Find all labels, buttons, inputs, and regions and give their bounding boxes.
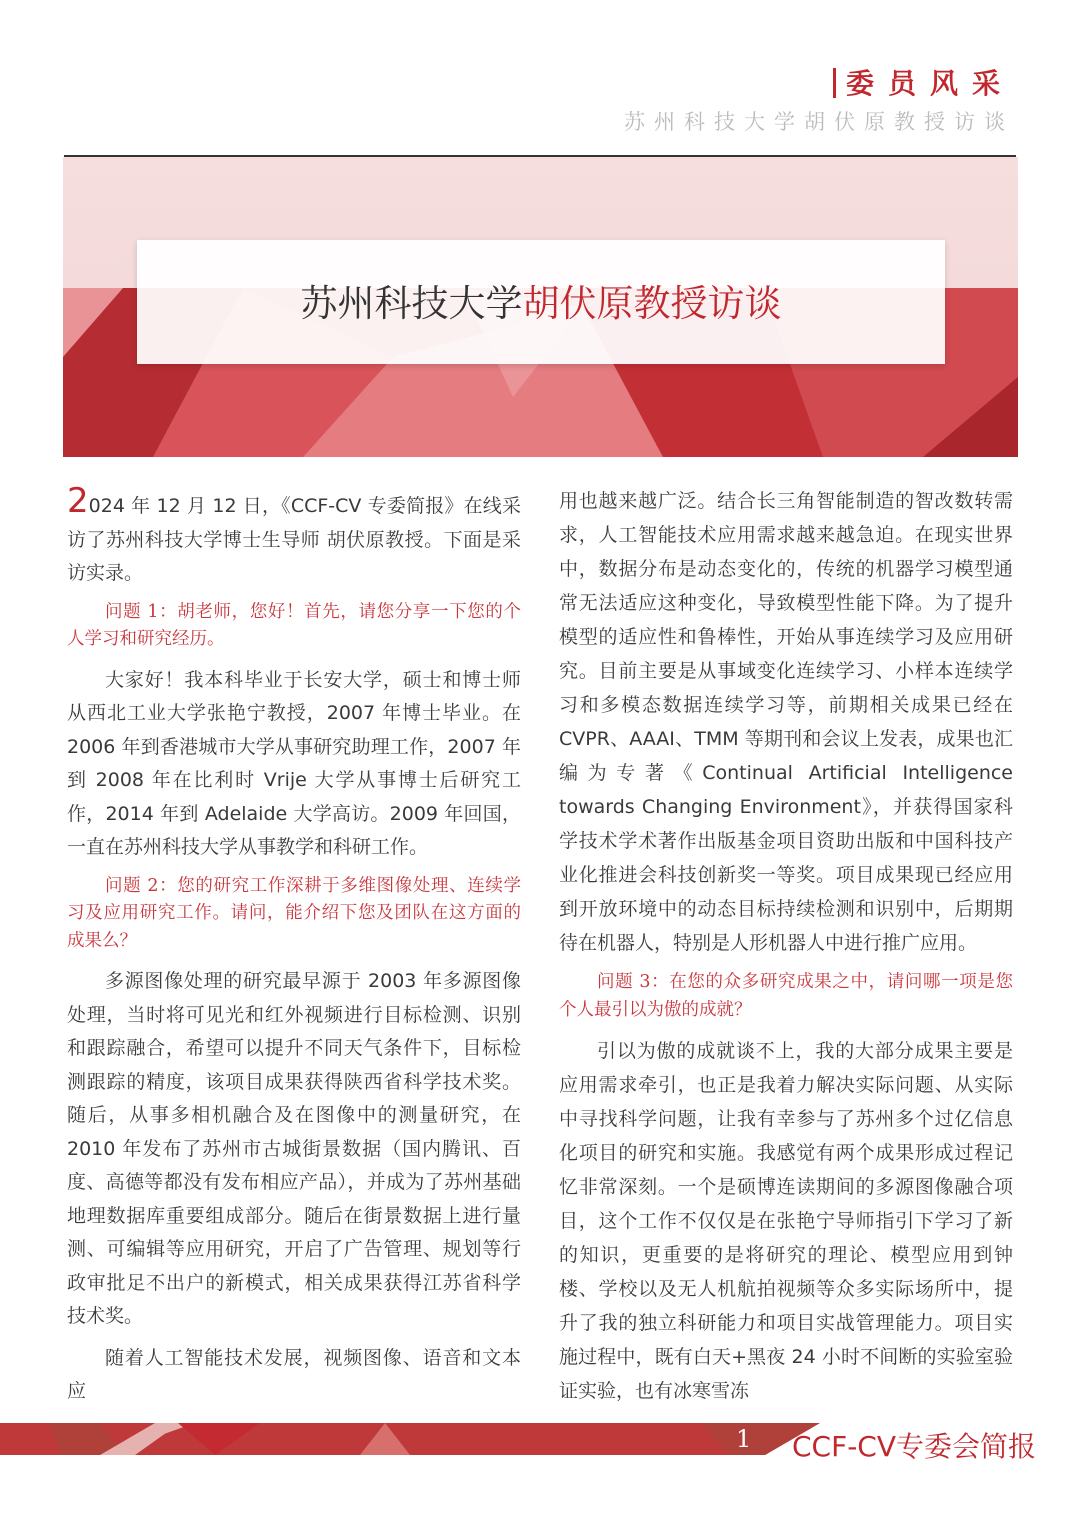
answer-2-end: 用也越来越广泛。结合长三角智能制造的智改数转需求，人工智能技术应用需求越来越急迫。在现实世界中，数据分布是动态变化的，传统的机器学习模型通常无法适应这种变化，导致模型性能下降。为了提升模型的适应性和鲁棒性，开始从事连续学习及应用研究。目前主要是从事域变化连续学习、小样本连续学习和多模态数据连续学习等，前期相关成果已经在 CVPR、AAAI、TMM 等期刊和会议上发表，成果也汇编为专著《Continual Artificial Intelligence towards Changing Environment》，并获得国家科学技术学术著作出版基金项目资助出版和中国科技产业化推进会科技创新奖一等奖。项目成果现已经应用到开放环境中的动态目标持续检测和识别中，后期期待在机器人，特别是人形机器人中进行推广应用。: [559, 490, 1013, 954]
answer-2: 多源图像处理的研究最早源于 2003 年多源图像处理，当时将可见光和红外视频进行目标检测、识别和跟踪融合，希望可以提升不同天气条件下，目标检测跟踪的精度，该项目成果获得陕西省科学技术奖。随后，从事多相机融合及在图像中的测量研究，在 2010 年发布了苏州市古城街景数据（国内腾讯、百度、高德等都没有发布相应产品），并成为了苏州基础地理数据库重要组成部分。随后在街景数据上进行量测、可编辑等应用研究，开启了广告管理、规划等行政审批足不出户的新模式，相关成果获得江苏省科学技术奖。: [67, 970, 521, 1328]
question-2: 问题 2：您的研究工作深耕于多维图像处理、连续学习及应用研究工作。请问，能介绍下您及团队在这方面的成果么？: [67, 875, 521, 951]
intro-paragraph: 2024 年 12 月 12 日，《CCF-CV 专委简报》在线采访了苏州科技大学博士生导师 胡伏原教授。下面是采访实录。: [67, 481, 521, 584]
question-3: 问题 3：在您的众多研究成果之中，请问哪一项是您个人最引以为傲的成就？: [559, 972, 1013, 1020]
page-number: 1: [736, 1425, 752, 1453]
answer-2-continued: 随着人工智能技术发展，视频图像、语音和文本应: [67, 1346, 521, 1403]
right-column: [559, 484, 1013, 1408]
banner-title: 苏州科技大学胡伏原教授访谈: [137, 240, 945, 364]
section-subtitle: 苏州科技大学胡伏原教授访谈: [624, 110, 1014, 134]
answer-3: 引以为傲的成就谈不上，我的大部分成果主要是应用需求牵引，也正是我着力解决实际问题、从实际中寻找科学问题，让我有幸参与了苏州多个过亿信息化项目的研究和实施。我感觉有两个成果形成过程记忆非常深刻。一个是硕博连读期间的多源图像融合项目，这个工作不仅仅是在张艳宁导师指引下学习了新的知识，更重要的是将研究的理论、模型应用到钟楼、学校以及无人机航拍视频等众多实际场所中，提升了我的独立科研能力和项目实战管理能力。项目实施过程中，既有白天+黑夜 24 小时不间断的实验室验证实验，也有冰寒雪冻: [559, 1040, 1013, 1402]
section-title: 委员风采: [833, 62, 1014, 102]
accent-bar: [833, 68, 836, 98]
answer-1: 大家好！我本科毕业于长安大学，硕士和博士师从西北工业大学张艳宁教授，2007 年博士毕业。在 2006 年到香港城市大学从事研究助理工作，2007 年到 2008 年在比利时 Vrije 大学从事博士后研究工作，2014 年到 Adelaide 大学高访。2009 年回国，一直在苏州科技大学从事教学和科研工作。: [67, 668, 521, 859]
publication-name: CCF-CV专委会简报: [792, 1430, 1037, 1463]
question-1: 问题 1：胡老师，您好！首先，请您分享一下您的个人学习和研究经历。: [67, 601, 521, 650]
left-column: [67, 481, 521, 1409]
